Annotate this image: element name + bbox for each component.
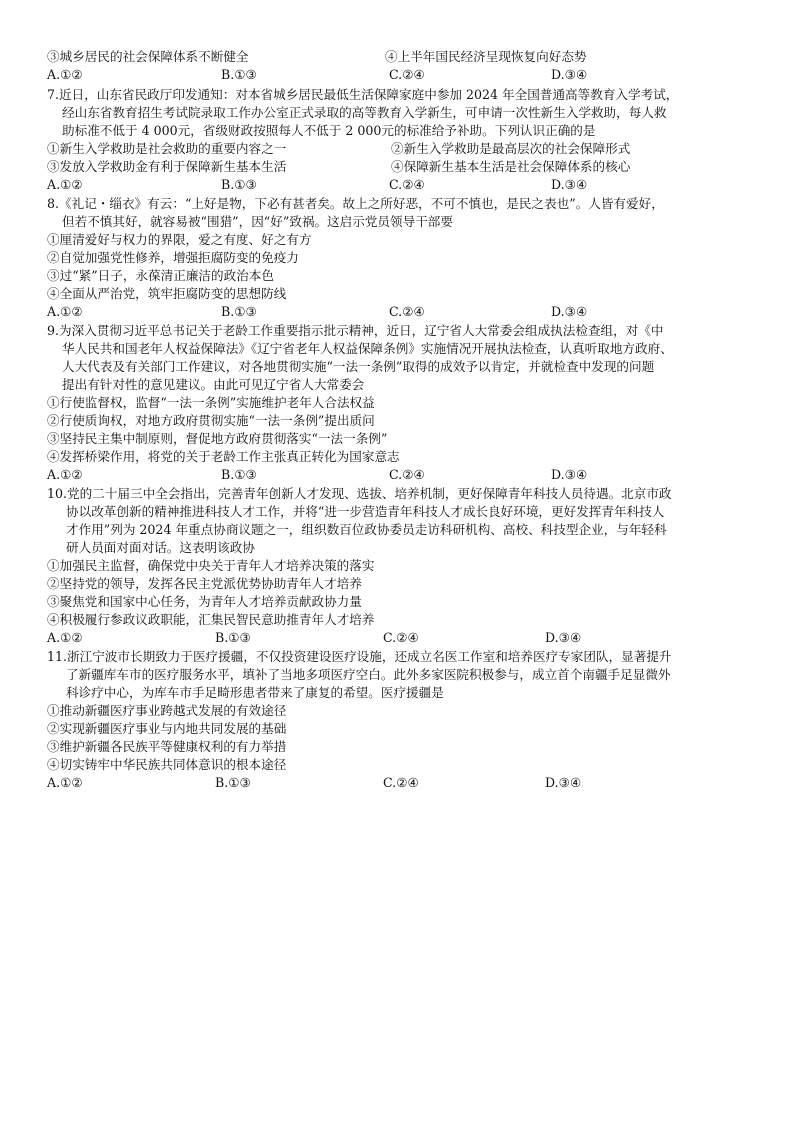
q10-option-b: B.①③ [215,630,251,645]
q11-stem-line: 11.浙江宁波市长期致力于医疗援疆，不仅投资建设医疗设施，还成立名医工作室和培养医疗专家团队，显著提升 [47,649,672,664]
q11-item-3: ③维护新疆各民族平等健康权利的有力举措 [47,739,287,754]
q10-option-a: A.①② [47,630,83,645]
q8-item-4: ④全面从严治党，筑牢拒腐防变的思想防线 [47,286,287,301]
q9-stem-line: 9.为深入贯彻习近平总书记关于老龄工作重要指示批示精神，近日，辽宁省人大常委会组成执法检查组，对《中 [47,323,664,338]
q8-item-1: ①厘清爱好与权力的界限，爱之有度、好之有方 [47,232,312,247]
q6-option-c: C.②④ [389,67,425,82]
q10-stem-line: 协以改革创新的精神推进科技人才工作，并将“进一步营造青年科技人才成长良好环境，更好发挥青年科技人 [66,504,665,519]
q9-option-d: D.③④ [551,467,588,482]
q11-item-2: ②实现新疆医疗事业与内地共同发展的基础 [47,721,287,736]
q9-item-1: ①行使监督权，监督“一法一条例”实施维护老年人合法权益 [47,395,375,410]
q9-option-c: C.②④ [389,467,425,482]
q7-item-2: ②新生入学救助是最高层次的社会保障形式 [391,141,631,156]
q8-option-b: B.①③ [221,304,257,319]
q9-item-2: ②行使质询权，对地方政府贯彻实施“一法一条例”提出质问 [47,413,375,428]
q7-option-b: B.①③ [221,177,257,192]
q11-option-c: C.②④ [383,775,419,790]
q11-item-1: ①推动新疆医疗事业跨越式发展的有效途径 [47,703,287,718]
q8-stem-line: 8.《礼记・缁衣》有云：“上好是物，下必有甚者矣。故上之所好恶，不可不慎也，是民之表也”。人皆有爱好， [47,196,664,211]
q11-stem-line: 科诊疗中心，为库车市手足畸形患者带来了康复的希望。医疗援疆是 [66,685,444,700]
q11-item-4: ④切实铸牢中华民族共同体意识的根本途径 [47,757,287,772]
q6-item-3: ③城乡居民的社会保障体系不断健全 [47,49,249,64]
q6-option-b: B.①③ [221,67,257,82]
q10-stem-line: 研人员面对面对话。这表明该政协 [66,540,255,555]
q10-item-4: ④积极履行参政议政职能，汇集民智民意助推青年人才培养 [47,612,375,627]
q10-stem-line: 10.党的二十届三中全会指出，完善青年创新人才发现、选拔、培养机制，更好保障青年科技人员待遇。北京市政 [47,486,672,501]
q8-item-2: ②自觉加强党性修养，增强拒腐防变的免疫力 [47,250,299,265]
q9-stem-line: 华人民共和国老年人权益保障法》《辽宁省老年人权益保障条例》实施情况开展执法检查，认真听取地方政府、 [62,341,673,356]
q11-option-b: B.①③ [215,775,251,790]
q7-item-1: ①新生入学救助是社会救助的重要内容之一 [47,141,287,156]
q7-option-c: C.②④ [389,177,425,192]
q10-item-2: ②坚持党的领导，发挥各民主党派优势协助青年人才培养 [47,576,362,591]
q6-option-d: D.③④ [551,67,588,82]
q9-item-3: ③坚持民主集中制原则，督促地方政府贯彻落实“一法一条例” [47,431,388,446]
q7-stem-line: 7.近日，山东省民政厅印发通知：对本省城乡居民最低生活保障家庭中参加 2024 年全国普通高等教育入学考试， [47,87,679,102]
q9-option-b: B.①③ [221,467,257,482]
q8-stem-line: 但若不慎其好，就容易被“围猎”，因“好”致祸。这启示党员领导干部要 [62,214,453,229]
q8-item-3: ③过“紧”日子，永葆清正廉洁的政治本色 [47,268,274,283]
q7-item-4: ④保障新生基本生活是社会保障体系的核心 [391,159,631,174]
q9-stem-line: 提出有针对性的意见建议。由此可见辽宁省人大常委会 [62,377,365,392]
q9-option-a: A.①② [47,467,83,482]
q6-option-a: A.①② [47,67,83,82]
q7-stem-line: 经山东省教育招生考试院录取工作办公室正式录取的高等教育入学新生，可申请一次性新生入学救助，每人救 [62,105,667,120]
q8-option-a: A.①② [47,304,83,319]
q6-item-4: ④上半年国民经济呈现恢复向好态势 [385,49,587,64]
q7-option-d: D.③④ [551,177,588,192]
q9-item-4: ④发挥桥梁作用，将党的关于老龄工作主张真正转化为国家意志 [47,449,400,464]
q7-option-a: A.①② [47,177,83,192]
q10-option-d: D.③④ [545,630,582,645]
q10-item-3: ③聚焦党和国家中心任务，为青年人才培养贡献政协力量 [47,594,362,609]
q8-option-c: C.②④ [389,304,425,319]
q10-stem-line: 才作用”列为 2024 年重点协商议题之一，组织数百位政协委员走访科研机构、高校、科技型企业，与年轻科 [66,522,667,537]
q7-stem-line: 助标准不低于 4 000元，省级财政按照每人不低于 2 000元的标准给予补助。下列认识正确的是 [62,123,596,138]
q11-option-d: D.③④ [545,775,582,790]
q7-item-3: ③发放入学救助金有利于保障新生基本生活 [47,159,287,174]
q8-option-d: D.③④ [551,304,588,319]
q11-option-a: A.①② [47,775,83,790]
q10-option-c: C.②④ [383,630,419,645]
q10-item-1: ①加强民主监督，确保党中央关于青年人才培养决策的落实 [47,558,375,573]
q11-stem-line: 了新疆库车市的医疗服务水平，填补了当地多项医疗空白。此外多家医院积极参与，成立首个南疆手足显微外 [66,667,671,682]
q9-stem-line: 人大代表及有关部门工作建议，对各地贯彻实施“一法一条例”取得的成效予以肯定，并就检查中发现的问题 [62,359,655,374]
